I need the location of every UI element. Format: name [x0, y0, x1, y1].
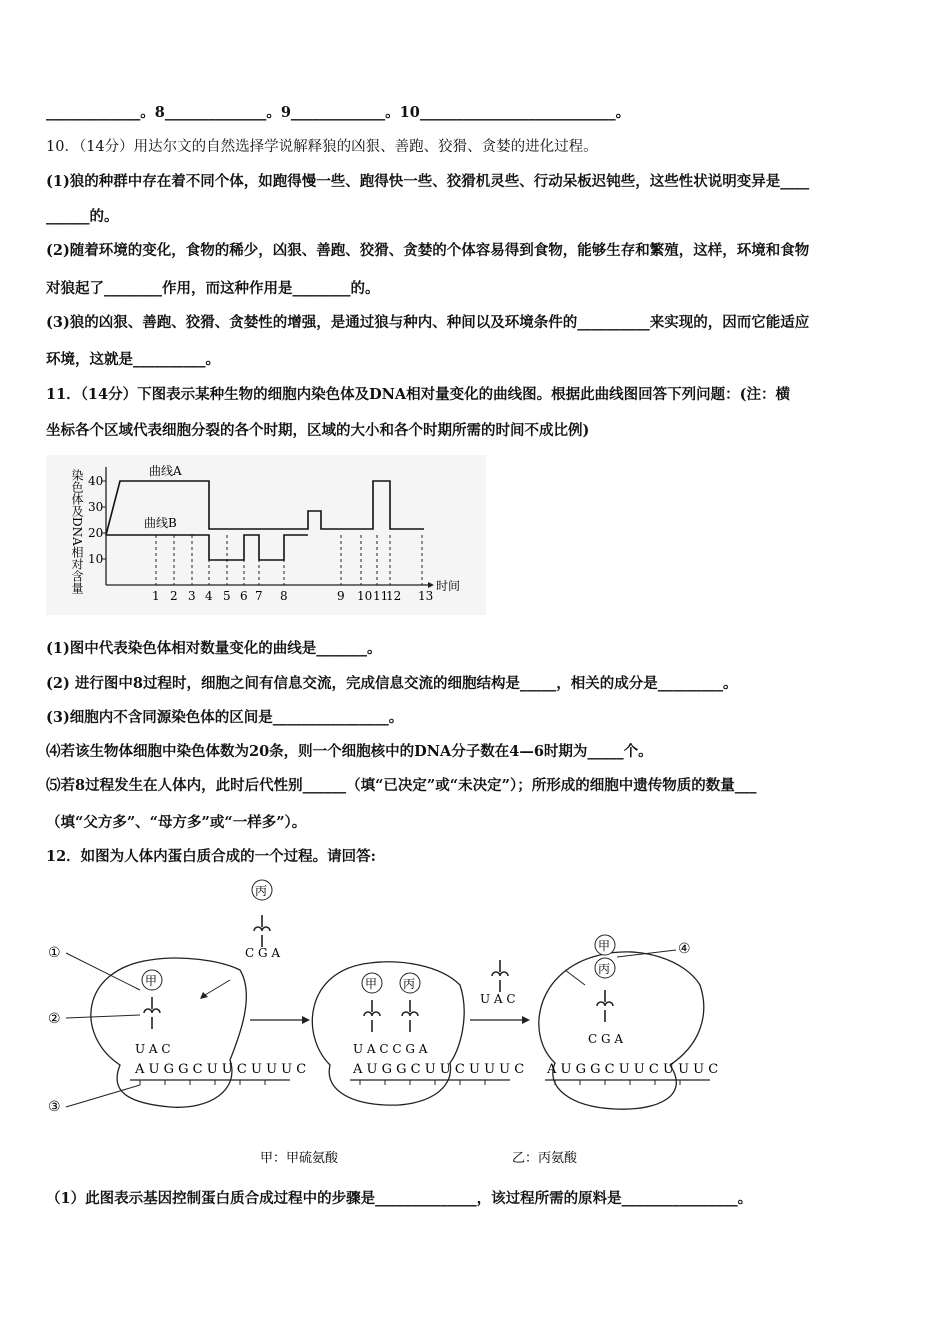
marker-2: ②: [48, 1011, 61, 1027]
x-tick-label: 1: [152, 589, 160, 603]
aa-bing-3: [595, 958, 615, 978]
q10-part3: (3)狼的凶狠、善跑、狡猾、贪婪性的增强，是通过狼与种内、种间以及环境条件的__________来实现的，因而它能适应: [46, 314, 810, 331]
aa-jia-3: [595, 935, 615, 955]
y-tick-label: 10: [88, 552, 104, 566]
anticodon-cga-3: C G A: [588, 1032, 624, 1046]
x-tick-label: 2: [170, 589, 178, 603]
mrna-seq-1: A U G G C U U C U U U C: [135, 1062, 307, 1077]
trna-icon: [254, 915, 270, 947]
q11-part4: ⑷若该生物体细胞中染色体数为20条，则一个细胞核中的DNA分子数在4—6时期为_____个。: [46, 743, 653, 760]
trna-icon: [364, 1000, 380, 1032]
svg-text:丙: 丙: [598, 962, 611, 976]
mrna-seq-3: A U G G C U U C U U U C: [547, 1062, 719, 1077]
aa-jia-1: [142, 970, 162, 990]
q10-part3-cont: 环境，这就是__________。: [46, 351, 220, 368]
marker-1: ①: [48, 945, 61, 961]
trna-icon: [597, 990, 613, 1022]
x-tick-label: 7: [255, 589, 263, 603]
q11-heading: 11．（14分）下图表示某种生物的细胞内染色体及DNA相对量变化的曲线图。根据此曲线图回答下列问题：(注：横: [46, 386, 791, 403]
answer-blanks-line: _____________。8______________。9_____________。10___________________________。: [46, 104, 631, 121]
q10-part2: (2)随着环境的变化，食物的稀少，凶狠、善跑、狡猾、贪婪的个体容易得到食物，能够生存和繁殖，这样，环境和食物: [46, 242, 810, 259]
x-tick-label: 12: [386, 589, 402, 603]
y-tick-label: 30: [88, 500, 104, 514]
trna-icon: [144, 997, 160, 1029]
legend-yi: 乙：丙氨酸: [512, 1151, 578, 1166]
anticodon-uac-1: U A C: [135, 1042, 171, 1056]
q11-part5: ⑸若8过程发生在人体内，此时后代性别______（填“已决定”或“未决定”）；所形成的细胞中遗传物质的数量___: [46, 777, 757, 794]
curve-a-label: 曲线A: [149, 464, 182, 478]
svg-text:甲: 甲: [598, 939, 611, 953]
x-tick-label: 9: [337, 589, 345, 603]
q11-part5-cont: （填“父方多”、“母方多”或“一样多”）。: [46, 814, 307, 831]
x-tick-label: 13: [418, 589, 434, 603]
x-tick-label: 10: [357, 589, 373, 603]
chromosome-dna-chart: [46, 455, 486, 615]
q10-part1-cont: ______的。: [46, 208, 119, 225]
anticodon-pair-2: U A C C G A: [353, 1042, 428, 1056]
anticodon-cga-free: C G A: [245, 946, 281, 960]
x-tick-label: 4: [205, 589, 213, 603]
ribosome-2: [312, 962, 464, 1105]
q12-part1: （1）此图表示基因控制蛋白质合成过程中的步骤是______________，该过程所需的原料是________________。: [46, 1190, 753, 1207]
svg-text:丙: 丙: [255, 884, 268, 898]
x-tick-label: 5: [223, 589, 231, 603]
ribosome-1: [91, 958, 246, 1107]
q11-part1: (1)图中代表染色体相对数量变化的曲线是_______。: [46, 640, 382, 657]
svg-text:甲: 甲: [145, 974, 158, 988]
anticodon-uac-free: U A C: [480, 992, 516, 1006]
q10-heading: 10．（14分）用达尔文的自然选择学说解释狼的凶狠、善跑、狡猾、贪婪的进化过程。: [46, 139, 598, 155]
trna-icon: [492, 960, 508, 992]
svg-text:丙: 丙: [403, 977, 416, 991]
chart-ylabel: 染色体及DNA相对含量: [70, 469, 84, 594]
x-axis-label: 时间: [436, 579, 461, 593]
x-tick-label: 3: [188, 589, 196, 603]
curve-b-label: 曲线B: [144, 516, 177, 530]
marker-3: ③: [48, 1099, 61, 1115]
q10-part1: (1)狼的种群中存在着不同个体，如跑得慢一些、跑得快一些、狡猾机灵些、行动呆板迟钝些，这些性状说明变异是____: [46, 173, 810, 190]
mrna-seq-2: A U G G C U U C U U U C: [353, 1062, 525, 1077]
x-tick-label: 11: [373, 589, 389, 603]
aa-jia-2: [362, 973, 382, 993]
q10-part2-cont: 对狼起了________作用，而这种作用是________的。: [46, 280, 380, 297]
translation-diagram: [40, 875, 730, 1175]
aa-bing-top: [252, 880, 272, 900]
q11-heading-cont: 坐标各个区域代表细胞分裂的各个时期，区域的大小和各个时期所需的时间不成比例): [46, 422, 590, 439]
x-tick-label: 6: [240, 589, 248, 603]
aa-bing-2: [400, 973, 420, 993]
svg-text:甲: 甲: [365, 977, 378, 991]
y-tick-label: 20: [88, 526, 104, 540]
legend-jia: 甲：甲硫氨酸: [260, 1151, 339, 1166]
y-tick-label: 40: [88, 474, 104, 488]
q11-part2: (2) 进行图中8过程时，细胞之间有信息交流，完成信息交流的细胞结构是_____，相关的成分是_________。: [46, 675, 738, 692]
marker-4: ④: [678, 941, 691, 957]
q12-heading: 12．如图为人体内蛋白质合成的一个过程。请回答:: [46, 848, 377, 865]
trna-icon: [402, 1000, 418, 1032]
ribosome-3: [539, 952, 704, 1109]
q11-part3: (3)细胞内不含同源染色体的区间是________________。: [46, 709, 404, 726]
x-tick-label: 8: [280, 589, 288, 603]
